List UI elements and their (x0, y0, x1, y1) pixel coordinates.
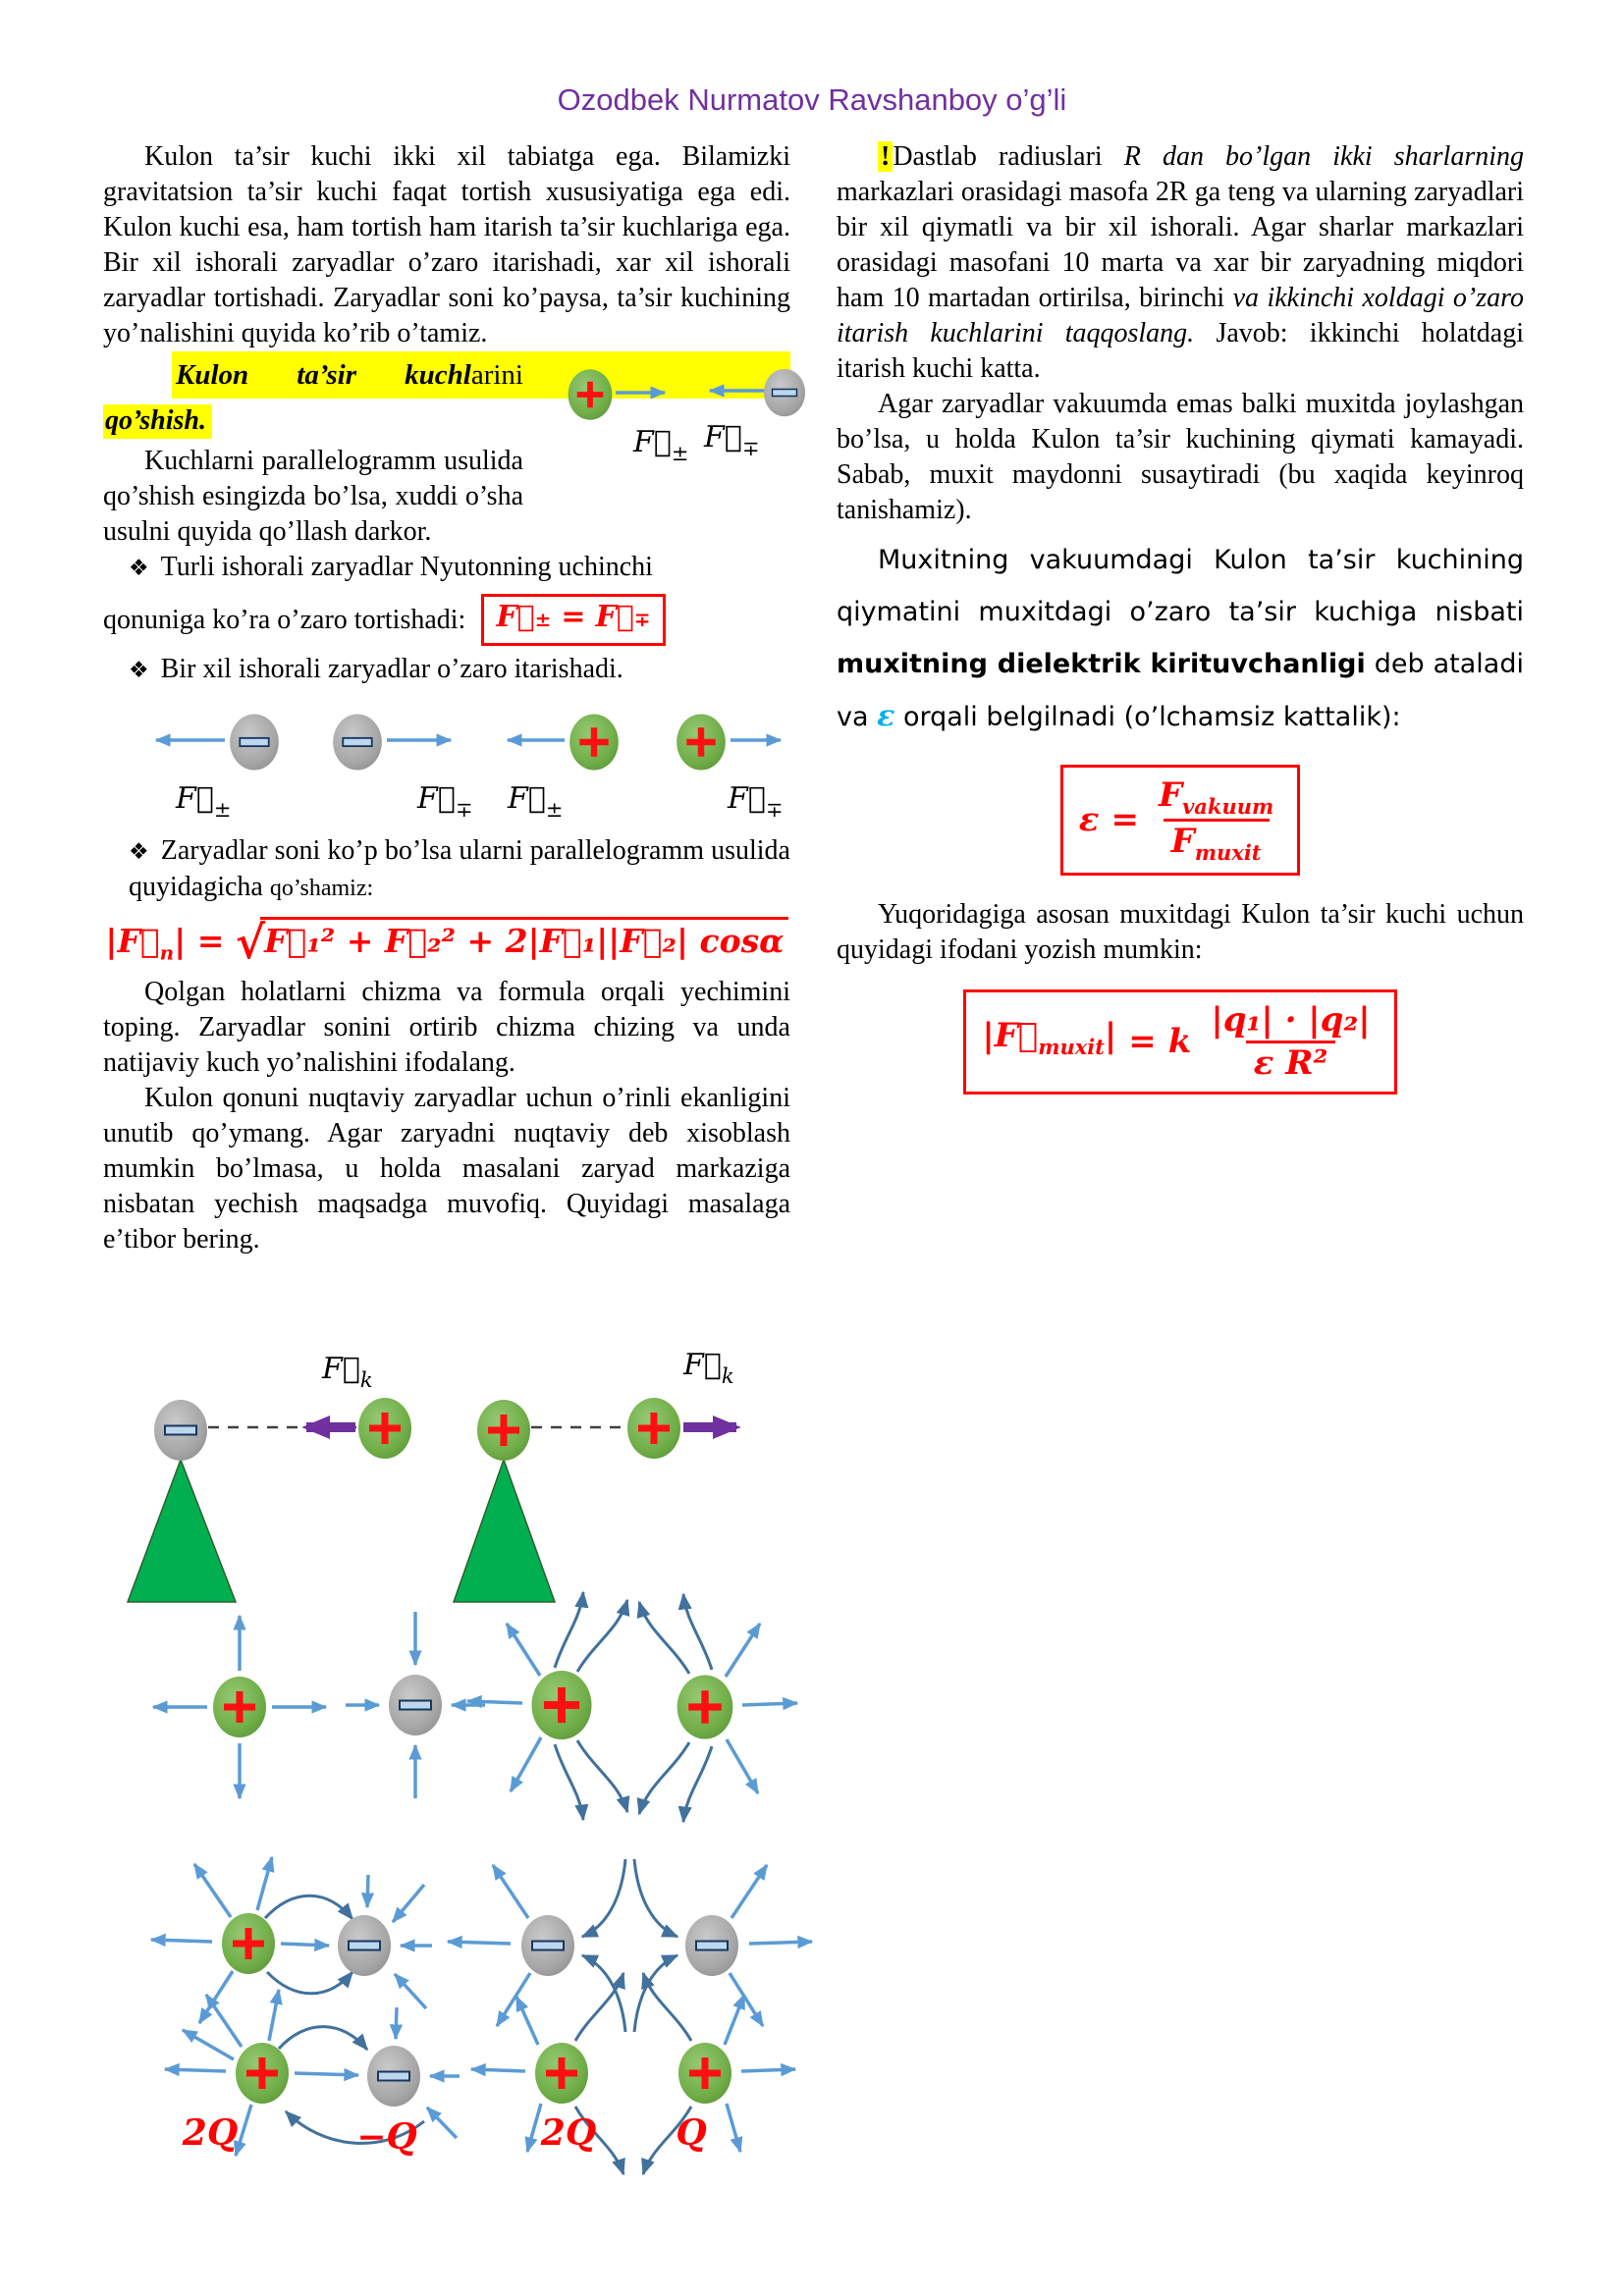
negative-charge (389, 1675, 442, 1735)
field-lines-plus-minus (151, 1857, 432, 2023)
field-lines-two-negative (448, 1859, 812, 2032)
bullet-same-charges: ❖ Bir xil ishorali zaryadlar o’zaro itarishadi. (129, 654, 623, 684)
diamond-bullet-icon: ❖ (129, 658, 149, 683)
paragraph-other-cases: Qolgan holatlarni chizma va formula orqali yechimini toping. Zaryadlar sonini ortirib chizma chizing va unda natijaviy kuch yo’nalishini ifodalang. (103, 976, 790, 1078)
positive-charge (236, 2043, 289, 2104)
positive-charge (568, 369, 613, 419)
diagram-repulsion-pairs (91, 698, 790, 831)
negative-charge (521, 1915, 574, 1976)
paragraph-intro: Kulon ta’sir kuchi ikki xil tabiatga ega. Bilamizki gravitatsion ta’sir kuchi faqat tortish xususiyatiga ega edi. Kulon kuchi esa, ham tortish ham itarish ta’sir kuchlariga ega. Bir xil ishorali zaryadlar o’zaro itarishadi, xar xil ishorali zaryadlar tortishadi. Zaryadlar soni ko’paysa, ta’sir kuchining yo’nalishini quyida ko’rib o’tamiz. (103, 141, 790, 348)
right-column (837, 139, 1524, 1116)
pendulum-stand (128, 1460, 236, 1602)
paragraph-parallelogram: Kuchlarni parallelogramm usulida qo’shish esingizda bo’lsa, xuddi o’sha usulni quyida qo’llash darkor. (103, 446, 523, 547)
positive-charge (535, 2043, 588, 2104)
charge-label-Q: Q (676, 2112, 707, 2154)
positive-charge (213, 1677, 266, 1737)
section-heading-line2: qo’shish. (103, 399, 790, 444)
formula-newton-box: F⃗ ± = F⃗ ∓ (481, 594, 665, 646)
negative-charge (333, 714, 382, 770)
positive-charge (222, 1913, 275, 1974)
force-label-fk: $F⃗_k$ (322, 1352, 373, 1392)
positive-charge (677, 714, 726, 770)
paragraph-medium: Agar zaryadlar vakuumda emas balki muxitda joylashgan bo’lsa, u holda Kulon ta’sir kuchining qiymati kamayadi. Sabab, muxit maydonni susaytiradi (bu xaqida keyinroq tanishamiz). (837, 389, 1524, 525)
force-label-fmp: $F⃗_\mp$ (704, 420, 760, 460)
formula-epsilon-box: ε = $\frac{F_{vakuum}}{F_{muxit}}$ (1060, 765, 1300, 876)
diamond-bullet-icon: ❖ (129, 839, 149, 865)
pendulum-attraction (128, 1352, 411, 1602)
pendulum-stand (454, 1460, 555, 1602)
negative-charge (338, 1915, 391, 1976)
paragraph-conclusion: Yuqoridagiga asosan muxitdagi Kulon ta’sir kuchi uchun quyidagi ifodani yozish mumkin: (837, 898, 1524, 965)
formula-coulomb-medium-box: $|F⃗_{muxit}|$ = k $\frac{\text{|q₁| · |q₂|}}{\text{ε R²}}$ (963, 989, 1396, 1095)
force-label-fpm: $F⃗_\pm$ (508, 781, 564, 822)
formula-resultant: $|F⃗_n|$ = √F⃗₁² + F⃗₂² + 2|F⃗₁||F⃗₂| cosα (103, 922, 790, 965)
positive-charge (569, 714, 619, 770)
negative-charge (685, 1915, 738, 1976)
positive-charge (678, 2043, 731, 2104)
formula-coulomb-medium-wrap (837, 989, 1524, 1095)
field-lines-2Q-negQ (165, 1990, 460, 2158)
exclamation-highlight: ! (878, 141, 893, 172)
field-lines-two-positive (467, 1592, 797, 1822)
diamond-bullet-icon: ❖ (129, 556, 149, 581)
section-heading-line1: Kulon ta’sir kuchlarini (172, 351, 790, 399)
positive-charge (477, 1400, 530, 1461)
charge-label-2Q: 2Q (540, 2112, 597, 2154)
positive-charge (677, 1675, 733, 1738)
charge-label-negQ: −Q (356, 2116, 417, 2158)
pendulum-repulsion (454, 1348, 736, 1602)
negative-charge (154, 1400, 207, 1461)
paragraph-point-charges: Kulon qonuni nuqtaviy zaryadlar uchun o’rinli ekanligini unutib qo’ymang. Agar zaryadni nuqtaviy deb xisoblash mumkin bo’lmasa, u holda masalani zaryad markaziga nisbatan yechish maqsadga muvofiq. Quyidagi masalaga e’tibor bering. (103, 1082, 790, 1255)
negative-charge (367, 2046, 420, 2107)
positive-charge (531, 1671, 591, 1739)
formula-epsilon-wrap (837, 765, 1524, 876)
force-label-fmp: $F⃗_\mp$ (728, 781, 784, 822)
diagram-attraction-forces (529, 347, 816, 495)
positive-charge (627, 1398, 680, 1459)
charge-label-2Q: 2Q (182, 2112, 239, 2154)
page-header: Ozodbek Nurmatov Ravshanboy o’g’li (557, 82, 1067, 117)
force-label-fpm: $F⃗_\pm$ (176, 781, 232, 822)
positive-charge (358, 1398, 411, 1459)
field-diagrams (86, 1258, 813, 2240)
epsilon-symbol: ε (877, 699, 895, 733)
bullet-many-charges: ❖ Zaryadlar soni ko’p bo’lsa ularni parallelogramm usulida quyidagicha qo’shamiz: (129, 835, 790, 902)
force-label-fk: $F⃗_k$ (683, 1348, 734, 1388)
paragraph-dielectric: Muxitning vakuumdagi Kulon ta’sir kuchining qiymatini muxitdagi o’zaro ta’sir kuchiga nisbati muxitning dielektrik kirituvchanligi deb ataladi va ε orqali belgilnadi (o’lchamsiz kattalik): (837, 545, 1524, 733)
negative-charge (230, 714, 279, 770)
negative-charge (764, 369, 805, 416)
force-label-fmp: $F⃗_\mp$ (417, 781, 473, 822)
paragraph-problem: ! Dastlab radiuslari R dan bo’lgan ikki sharlarning markazlari orasidagi masofa 2R ga teng va ularning zaryadlari bir xil qiymatli va bir xil ishorali. Agar sharlar markazlari orasidagi masofani 10 marta va xar bir zaryadning miqdori ham 10 martadan ortirilsa, birinchi va ikkinchi xoldagi o’zaro itarish kuchlarini taqqoslang. Javob: ikkinchi holatdagi itarish kuchi katta. (837, 141, 1524, 384)
force-label-fpm: $F⃗_\pm$ (633, 425, 689, 465)
bullet-opposite-charges: ❖ Turli ishorali zaryadlar Nyutonning uchinchi (129, 552, 653, 582)
left-column (103, 139, 790, 1257)
bullet1-continuation-row: qonuniga ko’ra o’zaro tortishadi: F⃗ ± = F⃗ ∓ (103, 594, 790, 646)
